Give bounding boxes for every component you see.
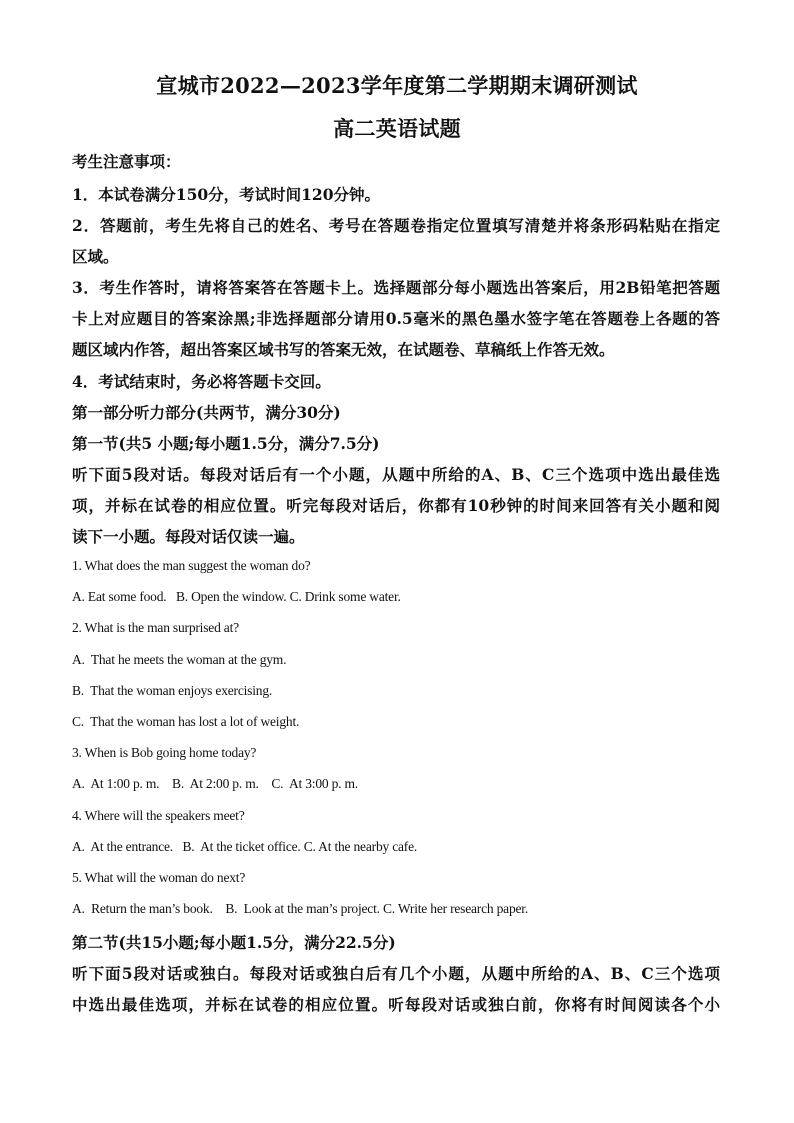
notice-item: 2．答题前，考生先将自己的姓名、考号在答题卷指定位置填写清楚并将条形码粘贴在指定 bbox=[72, 216, 720, 235]
question-2-option-a: A. That he meets the woman at the gym. bbox=[72, 652, 287, 667]
question-5: 5. What will the woman do next? bbox=[72, 870, 246, 885]
notice-heading: 考生注意事项： bbox=[72, 152, 181, 171]
question-3-options: A. At 1:00 p. m. B. At 2:00 p. m. C. At 3:00 p. m. bbox=[72, 776, 358, 791]
question-2-option-b: B. That the woman enjoys exercising. bbox=[72, 683, 273, 698]
question-2: 2. What is the man surprised at? bbox=[72, 620, 239, 635]
exam-subtitle: 高二英语试题 bbox=[333, 116, 461, 141]
section2-instruction: 中选出最佳选项，并标在试卷的相应位置。听每段对话或独白前，你将有时间阅读各个小 bbox=[72, 995, 720, 1014]
section1-instruction: 项，并标在试卷的相应位置。听完每段对话后，你都有10秒钟的时间来回答有关小题和阅 bbox=[72, 496, 720, 515]
question-5-options: A. Return the man’s book. B. Look at the man’s project. C. Write her research paper. bbox=[72, 901, 529, 916]
question-1-options: A. Eat some food. B. Open the window. C. Drink some water. bbox=[72, 589, 401, 604]
part1-heading: 第一部分听力部分(共两节，满分30分) bbox=[72, 403, 341, 422]
question-3: 3. When is Bob going home today? bbox=[72, 745, 257, 760]
notice-item: 题区域内作答，超出答案区域书写的答案无效，在试题卷、草稿纸上作答无效。 bbox=[72, 340, 615, 359]
section2-instruction: 听下面5段对话或独白。每段对话或独白后有几个小题，从题中所给的A、B、C三个选项 bbox=[72, 964, 720, 983]
notice-item: 4．考试结束时，务必将答题卡交回。 bbox=[72, 372, 331, 391]
section2-heading: 第二节(共15小题;每小题1.5分，满分22.5分) bbox=[72, 933, 396, 952]
notice-item: 卡上对应题目的答案涂黑;非选择题部分请用0.5毫米的黑色墨水签字笔在答题卷上各题的答 bbox=[72, 309, 720, 328]
exam-title: 宣城市2022—2023学年度第二学期期末调研测试 bbox=[156, 73, 638, 98]
question-2-option-c: C. That the woman has lost a lot of weight. bbox=[72, 714, 300, 729]
question-4: 4. Where will the speakers meet? bbox=[72, 808, 245, 823]
section1-heading: 第一节(共5 小题;每小题1.5分，满分7.5分) bbox=[72, 434, 380, 453]
section1-instruction: 读下一小题。每段对话仅读一遍。 bbox=[72, 527, 305, 546]
question-1: 1. What does the man suggest the woman do? bbox=[72, 558, 311, 573]
notice-item: 3．考生作答时，请将答案答在答题卡上。选择题部分每小题选出答案后，用2B铅笔把答题 bbox=[72, 278, 720, 297]
notice-item: 区域。 bbox=[72, 247, 119, 266]
question-4-options: A. At the entrance. B. At the ticket office. C. At the nearby cafe. bbox=[72, 839, 418, 854]
section1-instruction: 听下面5段对话。每段对话后有一个小题，从题中所给的A、B、C三个选项中选出最佳选 bbox=[72, 465, 720, 484]
notice-item: 1．本试卷满分150分，考试时间120分钟。 bbox=[72, 185, 380, 204]
